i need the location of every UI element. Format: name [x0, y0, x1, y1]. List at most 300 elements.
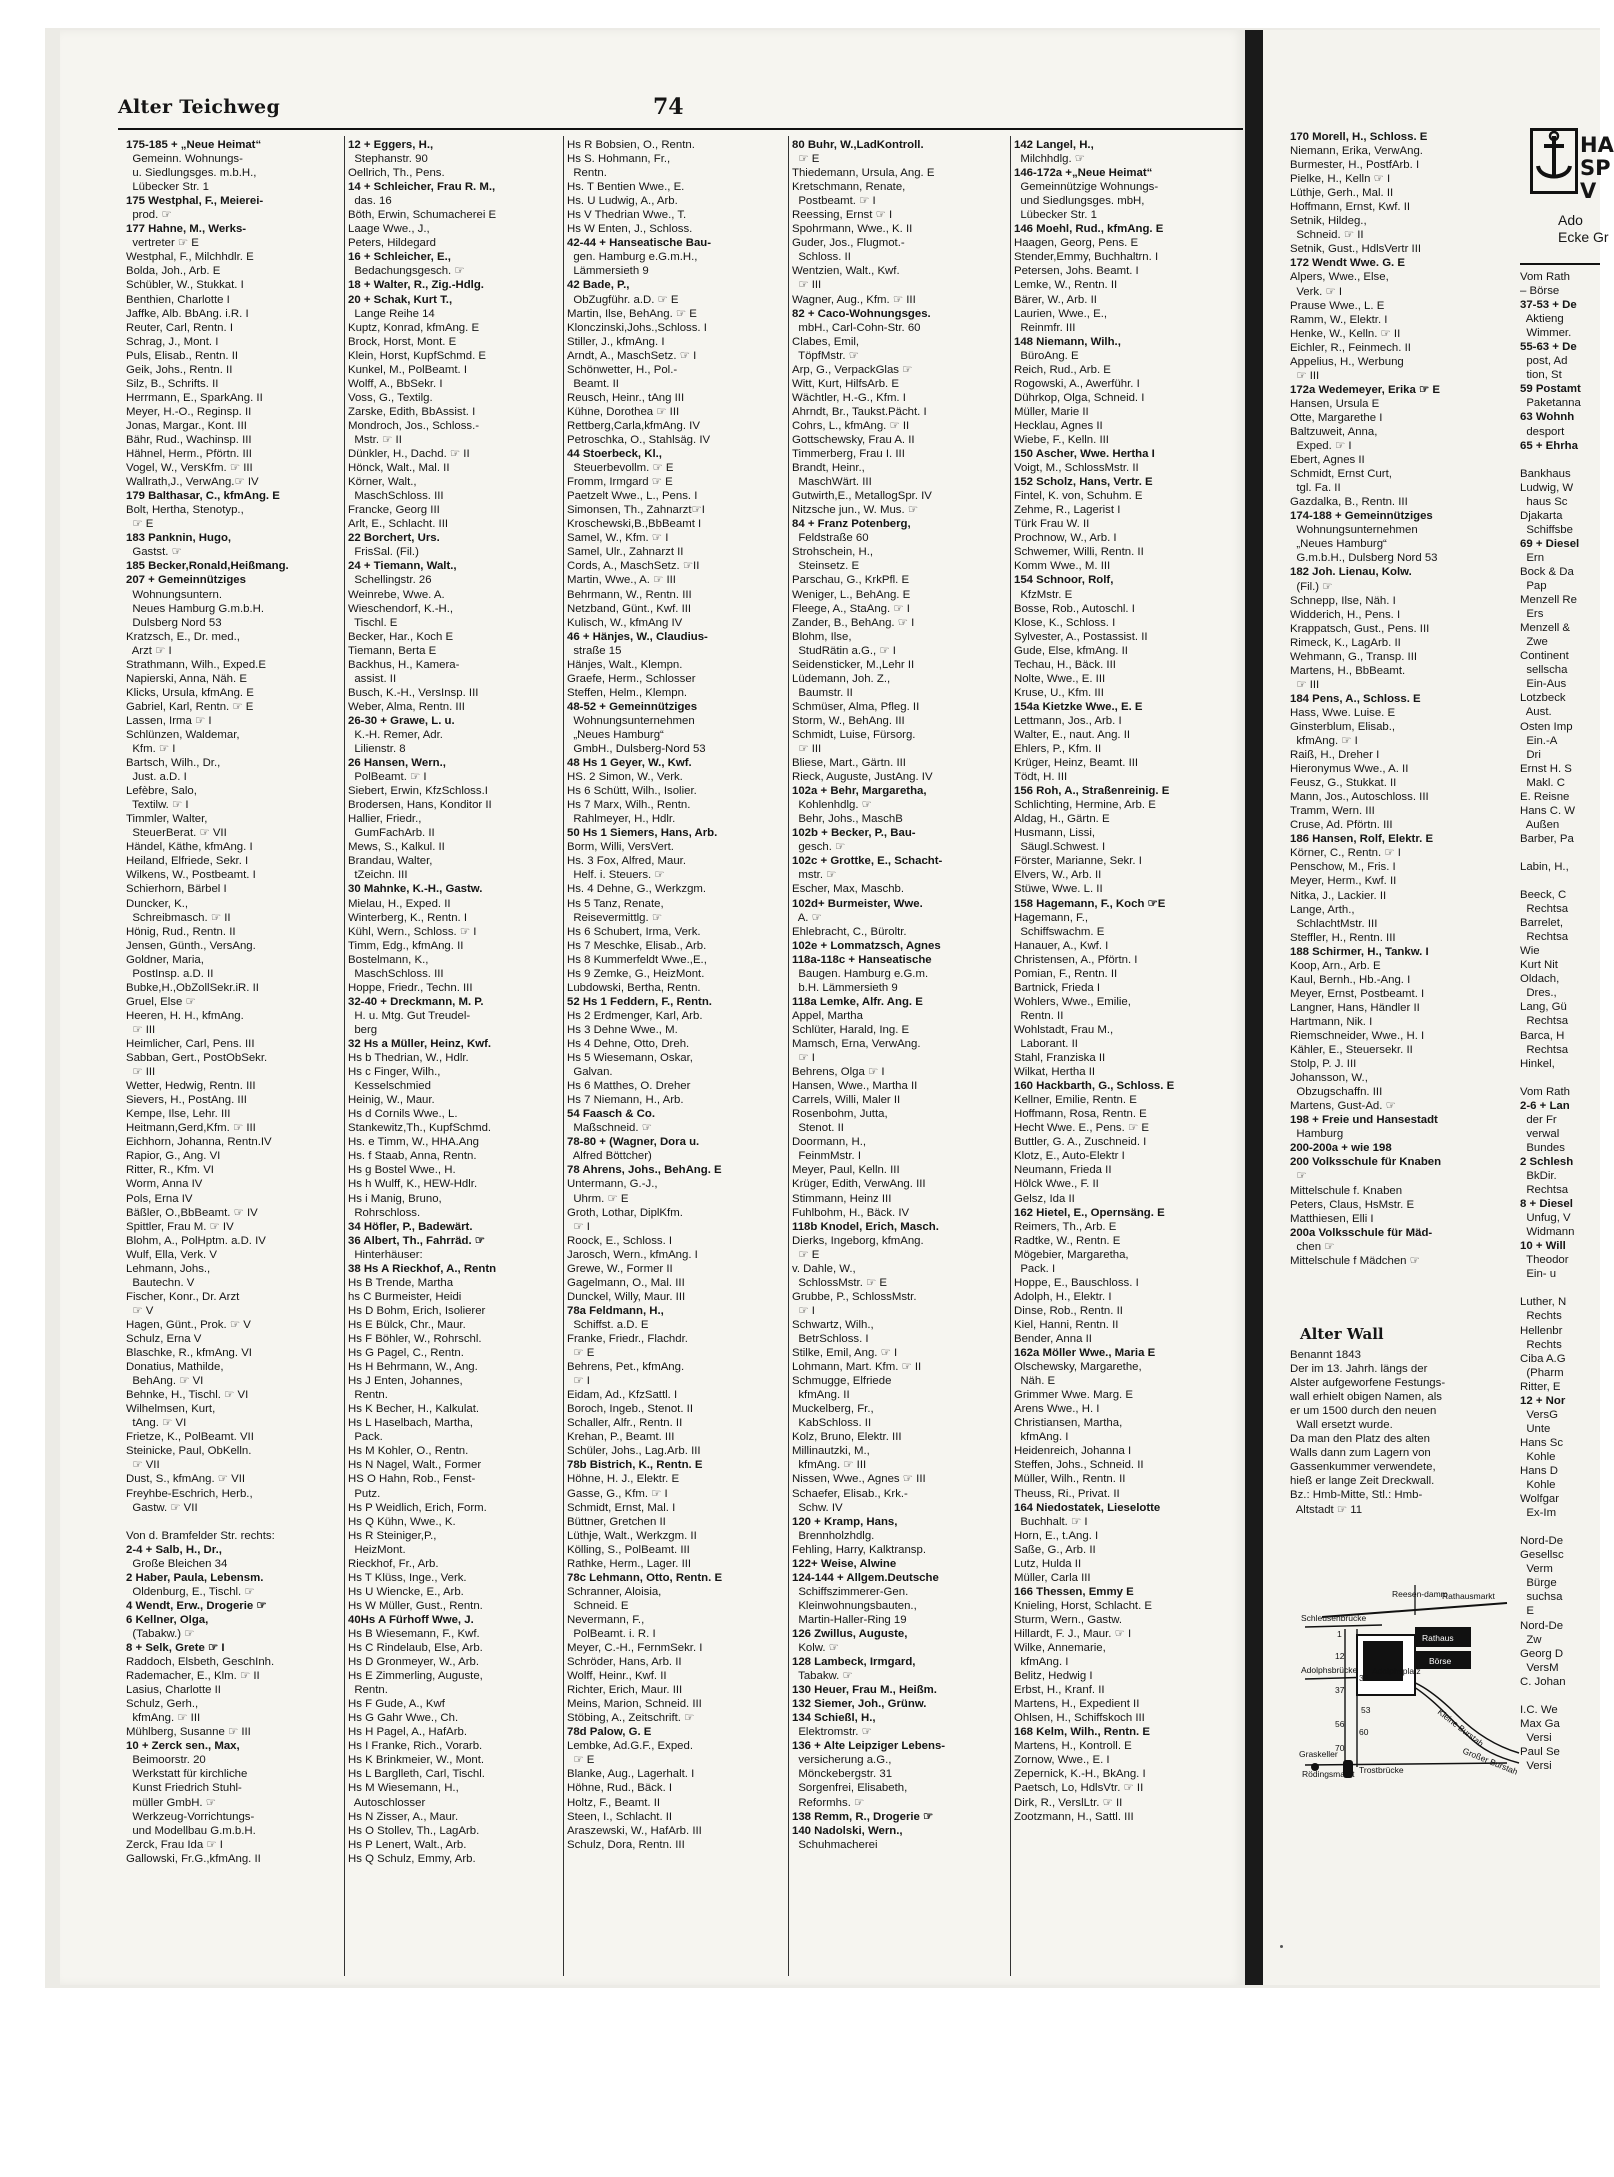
directory-entry: Gabriel, Karl, Rentn. ☞ E [126, 700, 254, 713]
directory-entry: Kunst Friedrich Stuhl- [126, 1782, 242, 1795]
directory-entry: Arndt, A., MaschSetz. ☞ I [567, 349, 697, 362]
directory-entry: ☞ [1290, 1170, 1307, 1183]
directory-entry: Hs. e Timm, W., HHA.Ang [348, 1136, 480, 1149]
directory-entry: Wimmer. [1520, 327, 1572, 340]
directory-entry: BehAng. ☞ VI [126, 1375, 204, 1388]
directory-entry: Kölling, S., PolBeamt. III [567, 1543, 690, 1556]
directory-entry: Aktieng [1520, 313, 1564, 326]
directory-entry: Heimlicher, Carl, Pens. III [126, 1038, 255, 1050]
directory-entry: Schüler, Johs., Lag.Arb. III [567, 1445, 701, 1458]
directory-entry: VersM [1520, 1661, 1559, 1674]
directory-entry: Hs 4 Dehne, Otto, Dreh. [567, 1038, 690, 1050]
directory-entry: Alpers, Wwe., Else, [1290, 271, 1389, 284]
directory-entry: Ludwig, W [1520, 481, 1574, 494]
directory-entry: 152 Scholz, Hans, Vertr. E [1014, 476, 1153, 489]
directory-entry: Barca, H [1520, 1029, 1565, 1042]
directory-entry: Raiß, H., Dreher I [1290, 749, 1380, 762]
directory-entry: Oldach, [1520, 973, 1560, 986]
directory-entry: Osten Imp [1520, 720, 1573, 733]
directory-entry: Ritter, R., Kfm. VI [126, 1164, 214, 1177]
directory-entry: Kiel, Hanni, Rentn. II [1014, 1318, 1119, 1331]
map-label: Großer Burstah [1461, 1745, 1520, 1777]
directory-entry: „Neues Hamburg“ [1290, 538, 1387, 551]
directory-entry: Hallier, Friedr., [348, 813, 422, 826]
directory-entry: Schwemer, Willi, Rentn. II [1014, 546, 1144, 559]
directory-entry: Kempe, Ilse, Lehr. III [126, 1108, 231, 1121]
directory-entry: desport [1520, 425, 1565, 438]
directory-entry: Müller, Carla III [1014, 1571, 1091, 1584]
directory-entry: Pack. [348, 1431, 383, 1444]
street-map [1297, 1585, 1527, 1780]
directory-entry: Steffler, H., Rentn. III [1290, 931, 1396, 944]
directory-entry: 168 Kelm, Wilh., Rentn. E [1014, 1726, 1150, 1739]
directory-entry: hs C Burmeister, Heidi [348, 1290, 462, 1303]
directory-entry: Gruel, Else ☞ [126, 995, 196, 1008]
directory-entry: Hs O Stollev, Th., LagArb. [348, 1824, 480, 1837]
directory-entry: Gastst. ☞ [126, 546, 182, 559]
directory-entry: Feldstraße 60 [792, 532, 869, 545]
street-history [1290, 1348, 1520, 1517]
directory-entry: Reessing, Ernst ☞ I [792, 209, 893, 222]
directory-entry: Hs b Thedrian, W., Hdlr. [348, 1052, 469, 1065]
directory-entry: Backhus, H., Kamera- [348, 658, 460, 671]
directory-entry: 166 Thessen, Emmy E [1014, 1585, 1134, 1598]
directory-entry: Franke, Friedr., Flachdr. [567, 1332, 688, 1345]
directory-entry: Cruse, Ad. Pförtn. III [1290, 819, 1393, 832]
directory-entry: Zerck, Frau Ida ☞ I [126, 1838, 223, 1851]
directory-entry: Schaefer, Elisab., Krk.- [792, 1487, 908, 1500]
directory-entry [1520, 1689, 1600, 1703]
directory-entry: Sorgenfrei, Elisabeth, [792, 1782, 908, 1795]
directory-entry: tAng. ☞ VI [126, 1417, 187, 1430]
directory-entry: Zepernick, K.-H., BkAng. I [1014, 1768, 1146, 1781]
directory-entry: 26 Hansen, Wern., [348, 757, 446, 770]
directory-entry: Eichhorn, Johanna, Rentn.IV [126, 1136, 272, 1149]
directory-entry: Richter, Erich, Maur. III [567, 1684, 683, 1697]
directory-entry: Blohm, Ilse, [792, 630, 852, 643]
directory-entry: Helf. i. Steuers. ☞ [567, 869, 665, 882]
directory-entry: HS. 2 Simon, W., Verk. [567, 771, 683, 784]
directory-entry: Lüthje, Gerh., Mal. II [1290, 187, 1394, 200]
directory-entry: Schmidt, Ernst Curt, [1290, 468, 1392, 481]
directory-entry: Stahl, Franziska II [1014, 1052, 1106, 1065]
directory-entry: Walls dann zum Lagern von [1290, 1447, 1431, 1460]
directory-entry: Vom Rath [1520, 1085, 1571, 1098]
directory-entry: Mann, Jos., Autoschloss. III [1290, 791, 1429, 804]
directory-entry: 80 Buhr, W.,LadKontroll. [792, 139, 924, 151]
directory-entry: Nissen, Wwe., Agnes ☞ III [792, 1473, 926, 1486]
directory-entry: Bolt, Hertha, Stenotyp., [126, 504, 244, 517]
directory-entry: Boroch, Ingeb., Stenot. II [567, 1403, 694, 1416]
directory-entry: Maßschneid. ☞ [567, 1122, 652, 1135]
directory-entry: 164 Niedostatek, Lieselotte [1014, 1501, 1161, 1514]
directory-entry: Hs 6 Schubert, Irma, Verk. [567, 925, 701, 938]
directory-entry: Hoppe, Friedr., Techn. III [348, 981, 473, 994]
directory-entry: 8 + Diesel [1520, 1198, 1573, 1211]
directory-entry: Lemke, W., Rentn. II [1014, 279, 1118, 292]
directory-entry: Hs K Becher, H., Kalkulat. [348, 1403, 480, 1416]
directory-entry: Oldenburg, E., Tischl. ☞ [126, 1585, 255, 1598]
directory-entry: Werkzeug-Vorrichtungs- [126, 1810, 255, 1823]
directory-entry: prod. ☞ [126, 209, 172, 222]
directory-entry: Peters, Claus, HsMstr. E [1290, 1198, 1415, 1211]
directory-entry: Förster, Marianne, Sekr. I [1014, 855, 1142, 868]
directory-entry: Höhne, H. J., Elektr. E [567, 1473, 680, 1486]
directory-entry: 78-80 + (Wagner, Dora u. [567, 1136, 700, 1149]
directory-entry: Petersen, Johs. Beamt. I [1014, 265, 1139, 278]
directory-entry: Laborant. II [1014, 1038, 1078, 1050]
directory-entry: Unfug, V [1520, 1212, 1571, 1225]
directory-entry: berg [348, 1023, 378, 1036]
directory-entry: Dulsberg Nord 53 [126, 616, 222, 629]
directory-entry: Büttner, Gretchen II [567, 1515, 666, 1528]
directory-entry: HeizMont. [348, 1543, 406, 1556]
directory-entry: Hs F Böhler, W., Rohrschl. [348, 1332, 482, 1345]
directory-entry: Puls, Elisab., Rentn. II [126, 349, 239, 362]
directory-entry: vertreter ☞ E [126, 237, 199, 250]
directory-entry: Hass, Wwe. Luise. E [1290, 706, 1396, 719]
street-heading: Alter Teichweg [118, 96, 281, 118]
directory-entry: ☞ V [126, 1304, 154, 1317]
map-label: Schleusenbrücke [1301, 1613, 1367, 1623]
directory-entry: Laurien, Wwe., E., [1014, 307, 1108, 320]
directory-entry: Brock, Horst, Mont. E [348, 335, 457, 348]
directory-entry: Tödt, H. III [1014, 771, 1068, 784]
directory-entry: Hellenbr [1520, 1324, 1563, 1337]
directory-entry: HA [1580, 133, 1614, 157]
directory-entry: kfmAng. II [792, 1389, 850, 1402]
map-label: Adolphsplatz [1372, 1666, 1421, 1676]
directory-entry: 22 Borchert, Urs. [348, 532, 440, 545]
map-label: Rödingsmarkt [1302, 1769, 1355, 1779]
directory-entry: Ebert, Agnes II [1290, 454, 1365, 467]
directory-entry: Theuss, Ri., Privat. II [1014, 1487, 1120, 1500]
directory-entry: Djakarta [1520, 509, 1563, 522]
directory-entry: Pielke, H., Kelln ☞ I [1290, 173, 1391, 186]
directory-entry: Kellner, Emilie, Rentn. E [1014, 1094, 1137, 1107]
directory-entry [126, 1515, 341, 1529]
directory-entry: Große Bleichen 34 [126, 1557, 228, 1570]
directory-entry: Hs R Steiniger,P., [348, 1529, 437, 1542]
directory-entry: Ehlebracht, C., Büroltr. [792, 925, 907, 938]
directory-entry: Schmüser, Alma, Pfleg. II [792, 700, 920, 713]
directory-entry: SchlachtMstr. III [1290, 917, 1378, 930]
directory-entry: Mamsch, Erna, VerwAng. [792, 1038, 921, 1050]
directory-entry: 14 + Schleicher, Frau R. M., [348, 181, 496, 194]
directory-entry: Tischl. E [348, 616, 398, 629]
directory-entry: Jarosch, Wern., kfmAng. I [567, 1248, 698, 1261]
directory-entry: 78b Bistrich, K., Rentn. E [567, 1459, 703, 1472]
directory-entry: Kroschewski,B.,BbBeamt I [567, 518, 702, 531]
directory-entry: Schmidt, Ernst, Mal. I [567, 1501, 676, 1514]
directory-entry: Hs 7 Niemann, H., Arb. [567, 1094, 684, 1107]
directory-entry: Neues Hamburg G.m.b.H. [126, 602, 265, 615]
directory-entry: 2 Haber, Paula, Lebensm. [126, 1571, 264, 1584]
directory-entry: tZeichn. III [348, 869, 408, 882]
directory-entry: Adolph, H., Elektr. I [1014, 1290, 1112, 1303]
directory-entry: Hs Q Schulz, Emmy, Arb. [348, 1852, 476, 1865]
directory-entry: Hs D Bohm, Erich, Isolierer [348, 1304, 486, 1317]
directory-entry: Siebert, Erwin, KfzSchloss.I [348, 785, 488, 798]
directory-entry: Kulisch, W., kfmAng IV [567, 616, 683, 629]
directory-entry: Sabban, Gert., PostObSekr. [126, 1052, 268, 1065]
directory-column-3 [567, 138, 785, 1978]
directory-entry: Bautechn. V [126, 1276, 195, 1289]
directory-entry: Hs D Gronmeyer, W., Arb. [348, 1656, 480, 1669]
directory-entry: 82 + Caco-Wohnungsges. [792, 307, 931, 320]
directory-entry: wall erhielt obigen Namen, als [1290, 1391, 1442, 1404]
directory-entry: Lasius, Charlotte II [126, 1684, 221, 1697]
directory-entry: Haagen, Georg, Pens. E [1014, 237, 1139, 250]
directory-entry: Bender, Anna II [1014, 1332, 1092, 1345]
directory-entry: Wie [1520, 945, 1540, 958]
map-number: 60 [1359, 1727, 1369, 1737]
directory-entry: 175 Westphal, F., Meierei- [126, 195, 264, 208]
directory-entry: Martin-Haller-Ring 19 [792, 1613, 907, 1626]
directory-entry: Milchhdlg. ☞ [1014, 153, 1085, 166]
directory-entry: 174-188 + Gemeinnütziges [1290, 510, 1433, 523]
directory-entry: Müller, Marie II [1014, 405, 1089, 418]
directory-entry: 20 + Schak, Kurt T., [348, 293, 453, 306]
directory-entry: Schiffsbe [1520, 523, 1573, 536]
directory-entry: Säugl.Schwest. I [1014, 841, 1106, 854]
directory-entry: Matthiesen, Elli I [1290, 1212, 1374, 1225]
directory-entry: Heidenreich, Johanna I [1014, 1445, 1132, 1458]
directory-entry: Meyer, Herm., Kwf. II [1290, 875, 1397, 888]
directory-entry: Autoschlosser [348, 1796, 426, 1809]
directory-entry: Araszewski, W., HafArb. III [567, 1824, 702, 1837]
directory-entry: Steinsetz. E [792, 560, 860, 573]
directory-entry: Klein, Horst, KupfSchmd. E [348, 349, 487, 362]
directory-entry: Rosenbohm, Jutta, [792, 1108, 888, 1121]
directory-entry: Türk Frau W. II [1014, 518, 1090, 531]
directory-entry: StudRätin a.G., ☞ I [792, 644, 896, 657]
directory-entry: 16 + Schleicher, E., [348, 251, 451, 264]
directory-entry: Radtke, W., Rentn. E [1014, 1234, 1121, 1247]
directory-entry: Erbst, H., Kranf. II [1014, 1684, 1105, 1697]
directory-entry: Schübler, W., Stukkat. I [126, 279, 244, 292]
directory-entry: 102d+ Burmeister, Wwe. [792, 897, 923, 910]
directory-entry: Riemschneider, Wwe., H. I [1290, 1030, 1425, 1042]
directory-entry: Stolp, P. J. III [1290, 1058, 1357, 1071]
directory-entry: E. Reisne [1520, 790, 1570, 803]
directory-entry: Niemann, Erika, VerwAng. [1290, 145, 1423, 158]
directory-entry: Becker, Har., Koch E [348, 630, 454, 643]
directory-entry: 42 Bade, P., [567, 279, 630, 292]
directory-entry: Bolda, Joh., Arb. E [126, 265, 221, 278]
directory-entry: Paetzelt Wwe., L., Pens. I [567, 490, 698, 503]
directory-entry: 26-30 + Grawe, L. u. [348, 714, 455, 727]
directory-entry: 184 Pens, A., Schloss. E [1290, 692, 1421, 705]
directory-entry: Vogel, W., VersKfm. ☞ III [126, 462, 253, 475]
directory-entry: Nitka, J., Lackier. II [1290, 889, 1387, 902]
directory-entry: Sylvester, A., Postassist. II [1014, 630, 1148, 643]
directory-entry: Stenot. II [792, 1122, 844, 1135]
directory-entry: Elektromstr. ☞ [792, 1726, 872, 1739]
map-number: 70 [1335, 1743, 1345, 1753]
directory-entry: Hs H Behrmann, W., Ang. [348, 1361, 478, 1374]
directory-entry: Ehlers, P., Kfm. II [1014, 743, 1102, 756]
directory-entry: Bliese, Mart., Gärtn. III [792, 757, 906, 770]
directory-entry: Benthien, Charlotte I [126, 293, 230, 306]
directory-entry: KabSchloss. II [792, 1417, 872, 1430]
directory-entry: 52 Hs 1 Feddern, F., Rentn. [567, 995, 712, 1008]
directory-entry: C. Johan [1520, 1675, 1566, 1688]
directory-entry: Zwe [1520, 636, 1548, 649]
directory-entry: Brandt, Heinr., [792, 462, 865, 475]
directory-entry: Versi [1520, 1759, 1552, 1772]
directory-entry: Bärer, W., Arb. II [1014, 293, 1097, 306]
column-divider [344, 136, 345, 1976]
directory-entry: Schuhmacherei [792, 1838, 878, 1851]
directory-entry: Verm [1520, 1563, 1553, 1576]
directory-entry: Ohlsen, H., Schiffskoch III [1014, 1712, 1145, 1725]
directory-entry: Versi [1520, 1731, 1552, 1744]
directory-entry: Stankewitz,Th., KupfSchmd. [348, 1122, 492, 1135]
directory-entry: Belitz, Hedwig I [1014, 1670, 1093, 1683]
directory-entry: Hs H Pagel, A., HafArb. [348, 1726, 468, 1739]
directory-entry: 138 Remm, R., Drogerie ☞ [792, 1810, 934, 1823]
directory-entry: 146-172a +„Neue Heimat“ [1014, 167, 1153, 180]
directory-entry: Wohnungsuntern. [126, 588, 223, 601]
directory-entry: 102a + Behr, Margaretha, [792, 785, 927, 798]
directory-entry: Hs 7 Marx, Wilh., Rentn. [567, 799, 691, 812]
directory-entry: (Pharm [1520, 1366, 1564, 1379]
directory-entry: 78 Ahrens, Johs., BehAng. E [567, 1164, 722, 1177]
directory-entry: Steffen, Helm., Klempn. [567, 686, 688, 699]
section-title: Alter Wall [1300, 1325, 1384, 1343]
directory-entry: Klicks, Ursula, kfmAng. E [126, 686, 254, 699]
directory-entry: Kleinwohnungsbauten., [792, 1599, 917, 1612]
directory-entry: müller GmbH. ☞ [126, 1796, 216, 1809]
directory-entry: MaschWärt. III [792, 476, 872, 489]
directory-entry: Werkstatt für kirchliche [126, 1768, 248, 1781]
directory-entry: Kohle [1520, 1479, 1556, 1492]
directory-entry: Lübecker Str. 1 [126, 181, 209, 194]
book-gutter [1245, 30, 1263, 1985]
advertisement [1530, 128, 1614, 258]
directory-entry: Fleege, A., StaAng. ☞ I [792, 602, 910, 615]
directory-entry: Fehling, Harry, Kalktransp. [792, 1543, 926, 1556]
directory-entry: Wehmann, G., Transp. III [1290, 650, 1418, 663]
directory-entry: kfmAng. ☞ III [126, 1712, 201, 1725]
directory-entry: ☞ III [126, 1066, 156, 1079]
directory-entry: Baumstr. II [792, 686, 853, 699]
directory-entry: Nord-De [1520, 1535, 1564, 1548]
directory-entry: 2-6 + Lan [1520, 1099, 1570, 1112]
directory-entry: Goldner, Maria, [126, 953, 204, 966]
directory-entry: Pap [1520, 580, 1547, 593]
directory-entry: Stilke, Emil, Ang. ☞ I [792, 1347, 898, 1360]
directory-entry: 48-52 + Gemeinnütziges [567, 700, 698, 713]
directory-entry: Kretschmann, Renate, [792, 181, 906, 194]
directory-entry: Heeren, H. H., kfmAng. [126, 1009, 244, 1022]
directory-entry: Hs M Wiesemann, H., [348, 1782, 459, 1795]
directory-entry: Hans Sc [1520, 1436, 1564, 1449]
directory-entry: Krehan, P., Beamt. III [567, 1431, 675, 1444]
directory-entry: Ecke Gr [1558, 229, 1609, 245]
directory-entry: ☞ III [1290, 678, 1320, 691]
directory-entry: Beamt. II [567, 377, 619, 390]
directory-entry: Hänjes, Walt., Klempn. [567, 658, 683, 671]
directory-entry: Mielau, H., Exped. II [348, 897, 451, 910]
directory-entry: Hähnel, Herm., Pförtn. III [126, 448, 252, 461]
directory-entry: Hillardt, F. J., Maur. ☞ I [1014, 1627, 1132, 1640]
directory-entry: Hs L Haselbach, Martha, [348, 1417, 473, 1430]
directory-entry: Verk. ☞ I [1290, 285, 1342, 298]
directory-entry: Voss, G., Textilg. [348, 391, 433, 404]
directory-column-2 [348, 138, 560, 1978]
directory-entry: Lämmersieth 9 [567, 265, 649, 278]
directory-entry: 124-144 + Allgem.Deutsche [792, 1571, 939, 1584]
directory-entry: Ern [1520, 551, 1545, 564]
directory-entry: Galvan. [567, 1066, 613, 1079]
directory-entry: 200-200a + wie 198 [1290, 1142, 1392, 1155]
directory-entry: Hs 6 Matthes, O. Dreher [567, 1080, 691, 1093]
directory-entry: Rettberg,Carla,kfmAng. IV [567, 419, 700, 432]
directory-entry: Rentn. [567, 167, 607, 180]
directory-entry: Steinicke, Paul, ObKelln. [126, 1445, 252, 1458]
directory-entry: Exped. ☞ I [1290, 440, 1352, 453]
directory-entry: Simonsen, Th., Zahnarzt☞I [567, 504, 705, 517]
directory-entry: Hartmann, Nik. I [1290, 1015, 1373, 1028]
directory-entry: Bostelmann, K., [348, 953, 429, 966]
directory-entry: Hs 9 Zemke, G., HeizMont. [567, 967, 705, 980]
directory-entry: Buchhalt. ☞ I [1014, 1515, 1088, 1528]
directory-entry: Petroschka, O., Stahlsäg. IV [567, 433, 711, 446]
directory-entry: Nord-De [1520, 1619, 1564, 1632]
directory-entry: Bubke,H.,ObZollSekr.iR. II [126, 981, 259, 994]
directory-entry: Otte, Margarethe I [1290, 411, 1383, 424]
directory-entry: Oellrich, Th., Pens. [348, 167, 445, 180]
directory-entry: kfmAng. I [1014, 1656, 1069, 1669]
directory-entry: Martin, Wwe., A. ☞ III [567, 574, 676, 587]
directory-entry: Reich, Rud., Arb. E [1014, 363, 1111, 376]
directory-entry: Bäßler, O.,BbBeamt. ☞ IV [126, 1206, 258, 1219]
directory-entry: Lefèbre, Salo, [126, 785, 197, 798]
directory-entry: 84 + Franz Potenberg, [792, 518, 911, 531]
directory-entry: Koop, Arn., Arb. E [1290, 959, 1381, 972]
directory-entry: Husmann, Lissi, [1014, 827, 1096, 840]
directory-entry: Weniger, L., BehAng. E [792, 588, 911, 601]
directory-entry: Weber, Alma, Rentn. III [348, 700, 465, 713]
directory-entry: Hs B Trende, Martha [348, 1276, 454, 1289]
directory-entry: Alster aufgeworfene Festungs- [1290, 1377, 1446, 1390]
directory-entry: Millinautzki, M., [792, 1445, 870, 1458]
directory-entry: Lembke, Ad.G.F., Exped. [567, 1740, 693, 1753]
directory-entry: 142 Langel, H., [1014, 139, 1094, 151]
directory-entry: assist. II [348, 672, 397, 685]
map-road [1305, 1763, 1507, 1765]
directory-entry: 55-63 + De [1520, 341, 1577, 354]
directory-entry [1520, 846, 1600, 860]
directory-entry: 38 Hs A Rieckhof, A., Rentn [348, 1262, 497, 1275]
directory-entry: Schlichting, Hermine, Arb. E [1014, 799, 1156, 812]
directory-entry: ☞ I [792, 1304, 815, 1317]
directory-entry: Doormann, H., [792, 1136, 867, 1149]
directory-entry: Kohlenhdlg. ☞ [792, 799, 872, 812]
directory-entry: Klotz, E., Auto-Elektr I [1014, 1150, 1125, 1163]
directory-entry: Ginsterblum, Elisab., [1290, 720, 1396, 733]
directory-entry: Ex-Im [1520, 1507, 1557, 1520]
directory-entry: Meyer, C.-H., FernmSekr. I [567, 1642, 703, 1655]
directory-entry: Kähler, E., Steuersekr. II [1290, 1044, 1413, 1057]
directory-entry: Lettmann, Jos., Arb. I [1014, 714, 1122, 727]
directory-entry: Jonas, Margar., Kont. III [126, 419, 247, 432]
directory-entry: 18 + Walter, R., Zig.-Hdlg. [348, 279, 484, 292]
directory-entry: versicherung a.G., [792, 1754, 892, 1767]
directory-entry: 172a Wedemeyer, Erika ☞ E [1290, 383, 1440, 396]
